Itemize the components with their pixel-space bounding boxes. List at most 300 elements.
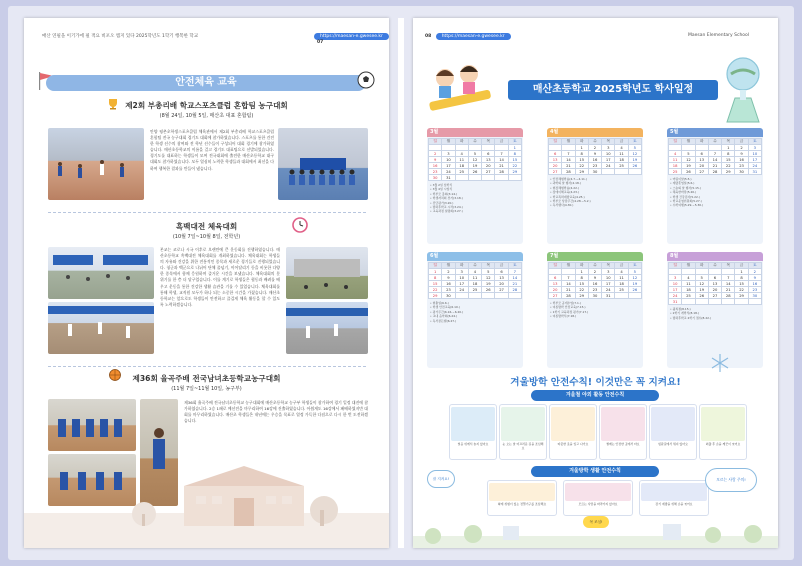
calendar-day: 25 (468, 287, 481, 293)
calendar-day: 17 (442, 163, 455, 169)
calendar-day: 6 (549, 151, 562, 157)
calendar-day: 14 (508, 275, 521, 281)
event-item: • 스승의 날 행사(5.15.) (670, 185, 701, 190)
calendar-day: 6 (495, 269, 508, 275)
calendar-day: 1 (575, 145, 588, 151)
month-calendar-table (428, 138, 522, 181)
calendar-day: 27 (495, 287, 508, 293)
month-calendar-table (668, 262, 762, 305)
calendar-day: 25 (615, 163, 628, 169)
section-2-title: 흑백대전 체육대회 (175, 222, 238, 231)
calendar-day: 1 (429, 269, 442, 275)
calendar-day (628, 169, 641, 175)
event-item: • 독서행사(4.30.) (550, 203, 574, 208)
calendar-day: 31 (748, 169, 761, 175)
calendar-day: 16 (588, 281, 601, 287)
calendar-day: 12 (695, 281, 708, 287)
calendar-day: 17 (602, 281, 615, 287)
month-calendar-table (668, 138, 762, 175)
calendar-day: 20 (482, 163, 495, 169)
weekday-header: 월 (562, 263, 575, 269)
calendar-day (682, 299, 695, 305)
calendar-day: 13 (708, 281, 721, 287)
section-1-text: 안양 평촌초학생스포츠클럽 체육관에서 제2회 부총리배 학교스포츠클럽 혼합팀 전국 농구대회 경기도 대회에 참가하였습니다. 스포츠를 통한 건전한 학생 선수의 참여와 전 학년 선수들이 구성되어 대회 경기에 참가하였습니다. 매산초등학교의 이름을 걸고 경기도 대표팀으로 선발되었습니다. 경기도를 대표하는 학생들이 모여 전국대회에 출전한 매산초등학교 대구 대회도 참가하였습니다. 모두 열심히 노력한 학생들과 대회에서 최선을 다하여 행복한 결과를 만들어 냈습니다. (150, 129, 274, 171)
event-item: • 현장체험학습(4.22.) (550, 185, 579, 190)
left-url[interactable]: https://maesan-e.gwesee.kr (314, 33, 389, 40)
calendar-day: 3 (602, 269, 615, 275)
weekday-header: 토 (628, 139, 641, 145)
calendar-day: 20 (695, 163, 708, 169)
safety-illustration (451, 407, 495, 441)
calendar-day: 7 (722, 275, 735, 281)
calendar-day (722, 299, 735, 305)
weekday-header: 금 (615, 263, 628, 269)
weekday-header: 토 (508, 263, 521, 269)
calendar-day: 9 (735, 151, 748, 157)
outdoor-safety-label: 겨울철 야외 활동 안전수칙 (531, 390, 659, 401)
weekday-header: 화 (695, 139, 708, 145)
basketball-team-photo-1 (48, 399, 136, 451)
weekday-header: 토 (508, 139, 521, 145)
calendar-day: 10 (602, 275, 615, 281)
calendar-day (495, 293, 508, 299)
calendar-day: 22 (429, 287, 442, 293)
calendar-day: 20 (549, 163, 562, 169)
calendar-day: 29 (735, 293, 748, 299)
calendar-day: 14 (562, 157, 575, 163)
calendar-day: 18 (468, 281, 481, 287)
calendar-day: 26 (628, 287, 641, 293)
calendar-day: 23 (735, 163, 748, 169)
schedule-title: 매산초등학교 2025학년도 학사일정 (508, 80, 718, 100)
left-page (24, 18, 389, 548)
calendar-day: 30 (748, 293, 761, 299)
calendar-day: 30 (588, 293, 601, 299)
event-item: • 학교폭력예방교육(4.25.) (550, 194, 585, 199)
calendar-day: 24 (455, 287, 468, 293)
calendar-day: 26 (628, 163, 641, 169)
event-item: • 학교운영위원회(5.27.) (670, 199, 702, 204)
safety-caption: 얼음 위에서 놀지 않아요 (457, 442, 489, 446)
month-name: 4월 (547, 128, 643, 137)
calendar-day: 19 (482, 281, 495, 287)
outdoor-safety-card (649, 404, 697, 460)
month-events (430, 301, 520, 323)
safety-illustration (641, 483, 707, 501)
calendar-day: 24 (602, 287, 615, 293)
calendar-day: 15 (429, 281, 442, 287)
event-item: • 안전체험학습(4.7.~4.11.) (550, 177, 587, 181)
section-2-text: 본교는 코로나 시국 이후로 오랜만에 큰 운동회를 진행하였습니다. 매산초등학교 흑백대전 체육대회를 개최하였습니다. 체육대회는 학생들의 자유와 건강을 위한 전통적인 종목과 새로운 경기들로 진행되었습니다. 청군과 백군으로 나뉘어 단체 줄넘기, 이어달리기 등을 비롯한 다양한 종목에서 함께 응원하며 즐거운 시간을 보냈습니다. 체육대회의 분위기를 한 층 더 달구었습니다. 이를 계기로 학생들은 협동과 배려를 배우고 운동을 통한 건강한 생활 습관을 기를 수 있었습니다. 체육대회를 통해 학생, 교직원 모두가 하나 되는 소중한 시간을 가졌습니다. 매산초등학교는 앞으로도 학생들이 안전하고 즐겁게 체육 활동을 할 수 있도록 노력하겠습니다. (160, 247, 280, 307)
weekday-header: 목 (482, 139, 495, 145)
weekday-header: 화 (455, 139, 468, 145)
life-safety-card (487, 480, 557, 516)
calendar-day: 15 (722, 157, 735, 163)
event-item: • 3월 4일 시업식 (430, 187, 453, 192)
calendar-day: 25 (682, 293, 695, 299)
calendar-day: 13 (495, 275, 508, 281)
event-item: • 방과후학교 시작(3.24.) (430, 205, 463, 210)
speech-bubble-left: 잘 지켜요! (427, 470, 455, 488)
calendar-day: 20 (708, 287, 721, 293)
event-item: • 여름방학식(7.18.) (550, 314, 577, 319)
event-item: • 학생자치회 선거(3.18.) (430, 196, 463, 201)
snowflake-icon (703, 352, 737, 374)
calendar-day: 10 (602, 151, 615, 157)
calendar-day: 2 (748, 269, 761, 275)
calendar-day (482, 293, 495, 299)
calendar-day: 18 (682, 287, 695, 293)
weekday-header: 수 (588, 139, 601, 145)
safety-caption: 눈 오는 날 미끄러운 길을 조심해요 (502, 442, 544, 450)
calendar-day: 14 (722, 281, 735, 287)
calendar-day: 2 (429, 151, 442, 157)
calendar-day (508, 293, 521, 299)
weekday-header: 일 (549, 263, 562, 269)
calendar-day (468, 175, 481, 181)
calendar-day: 9 (588, 275, 601, 281)
right-page (413, 18, 778, 548)
weekday-header: 토 (628, 263, 641, 269)
calendar-day (628, 293, 641, 299)
sports-day-photo-3 (286, 247, 368, 299)
calendar-day: 25 (615, 287, 628, 293)
calendar-day: 5 (482, 269, 495, 275)
calendar-day: 10 (748, 151, 761, 157)
month-events (430, 183, 520, 214)
school-illustration (24, 458, 389, 548)
event-item: • 평가주간(6.16.~6.20.) (430, 309, 464, 314)
calendar-day: 13 (695, 157, 708, 163)
life-safety-card (639, 480, 709, 516)
section-3-text: 제36회 율곡주배 전국남녀초등학교 농구대회에 매산초등학교 농구부 학생들이 참가하여 경기 일정 대진에 참가하였습니다. 2승 1패로 예선전을 마무리하여 16강에 진출하였습니다. 아쉽게도 16강에서 패배하였지만 대회를 마무리하였습니다. 매산초 학생들은 내년에는 우승을 목표로 열정 가득한 다짐으로 다시 한 번 도전하겠습니다. (184, 400, 368, 424)
section-3-subtitle: (11월 7일~11월 10일, 농구부) (171, 386, 242, 392)
calendar-day: 28 (562, 169, 575, 175)
sports-day-photo-1 (48, 247, 154, 299)
safety-caption: 따뜻한 옷을 입고 나가요 (557, 442, 589, 446)
calendar-day (455, 175, 468, 181)
calendar-day: 13 (549, 157, 562, 163)
calendar-day: 21 (495, 163, 508, 169)
outdoor-safety-card (499, 404, 547, 460)
town-illustration (413, 518, 778, 548)
month-block (667, 128, 763, 244)
month-events (670, 177, 760, 208)
left-header-right (314, 33, 389, 45)
weekday-header: 일 (429, 263, 442, 269)
calendar-day: 24 (442, 169, 455, 175)
calendar-day: 5 (468, 151, 481, 157)
section-1-subtitle: (8월 24일, 10월 5일, 매산초 대표 혼합팀) (159, 113, 254, 119)
safety-illustration (565, 483, 631, 501)
calendar-day: 15 (575, 281, 588, 287)
calendar-day (602, 169, 615, 175)
calendar-day: 29 (722, 169, 735, 175)
book-spine (398, 18, 404, 548)
calendar-day: 31 (602, 293, 615, 299)
month-block (427, 128, 523, 244)
calendar-day: 6 (695, 151, 708, 157)
weekday-header: 화 (575, 263, 588, 269)
calendar-day: 12 (482, 275, 495, 281)
event-item: • 장애이해교육(4.23.) (550, 190, 579, 195)
speech-bubble-right: 모르는 사람 주의! (705, 468, 757, 492)
calendar-day: 6 (482, 151, 495, 157)
event-item: • 수학여행(5.29.~5.30.) (670, 203, 704, 208)
basketball-game-photo (48, 128, 144, 200)
weekday-header: 금 (735, 139, 748, 145)
calendar-day (495, 175, 508, 181)
event-item: • 학부모 상담주간(4.28.~5.2.) (550, 199, 591, 204)
calendar-day: 12 (628, 151, 641, 157)
calendar-day: 26 (682, 169, 695, 175)
calendar-day (468, 293, 481, 299)
page-banner: 안전체육 교육 (46, 75, 366, 91)
event-item: • 2학기 개학식(8.18.) (670, 311, 699, 316)
calendar-day: 7 (708, 151, 721, 157)
weekday-header: 월 (562, 139, 575, 145)
event-item: • 학부모 공개수업(7.1.) (550, 301, 581, 305)
section-3-title: 제36회 율곡주배 전국남녀초등학교농구대회 (132, 374, 281, 383)
calendar-day: 7 (495, 151, 508, 157)
right-url[interactable]: https://maesan-e.gwesee.kr (436, 33, 511, 40)
calendar-day: 12 (468, 157, 481, 163)
weekday-header: 수 (468, 263, 481, 269)
calendar-day: 6 (549, 275, 562, 281)
month-name: 7월 (547, 252, 643, 261)
calendar-day: 1 (508, 145, 521, 151)
calendar-day: 20 (495, 281, 508, 287)
section-divider (48, 212, 366, 213)
calendar-day: 17 (669, 287, 682, 293)
weekday-header: 월 (682, 263, 695, 269)
month-calendar-table (548, 262, 642, 299)
calendar-day: 4 (669, 151, 682, 157)
kids-pencil-illustration (419, 48, 499, 118)
weekday-header: 화 (695, 263, 708, 269)
calendar-day: 23 (442, 287, 455, 293)
calendar-day (615, 169, 628, 175)
calendar-day: 8 (429, 275, 442, 281)
calendar-day: 23 (748, 287, 761, 293)
month-name: 8월 (667, 252, 763, 261)
calendar-day: 26 (468, 169, 481, 175)
weekday-header: 목 (482, 263, 495, 269)
calendar-day: 28 (708, 169, 721, 175)
calendar-day: 8 (735, 275, 748, 281)
calendar-day (455, 293, 468, 299)
outdoor-safety-card (449, 404, 497, 460)
calendar-day: 19 (695, 287, 708, 293)
calendar-day (508, 175, 521, 181)
weekday-header: 일 (429, 139, 442, 145)
calendar-day: 16 (735, 157, 748, 163)
calendar-day: 30 (429, 175, 442, 181)
safety-illustration (601, 407, 645, 441)
calendar-day: 4 (615, 145, 628, 151)
month-name: 3월 (427, 128, 523, 137)
safety-illustration (501, 407, 545, 441)
calendar-day: 19 (682, 163, 695, 169)
calendar-day: 23 (588, 287, 601, 293)
safety-caption: 감기 예방을 위해 손을 씻어요 (655, 502, 693, 506)
calendar-day: 4 (455, 151, 468, 157)
left-header-text: 매산 연필을 이기가에 필 적요 비포오 엠지 있다 2025학년도 1학기 행복한 학교 (42, 34, 199, 39)
calendar-day: 11 (455, 157, 468, 163)
right-page-number: 08 (425, 34, 432, 39)
calendar-day (615, 293, 628, 299)
weekday-header: 금 (495, 263, 508, 269)
calendar-day: 10 (455, 275, 468, 281)
calendar-day: 4 (468, 269, 481, 275)
calendar-day: 6 (708, 275, 721, 281)
calendar-day: 8 (575, 151, 588, 157)
section-1-title: 제2회 부총리배 학교스포츠클럽 혼합팀 농구대회 (125, 101, 288, 110)
calendar-day (708, 299, 721, 305)
speech-bubble-bottom: 꼭 조심! (583, 516, 609, 528)
event-item: • 학부모 총회(3.14.) (430, 191, 458, 196)
calendar-day: 28 (495, 169, 508, 175)
calendar-day: 23 (588, 163, 601, 169)
calendar-day: 24 (602, 163, 615, 169)
calendar-day: 23 (429, 169, 442, 175)
calendar-day: 12 (682, 157, 695, 163)
safety-caption: 빙판길에서 뛰지 않아요 (658, 442, 688, 446)
calendar-day: 31 (442, 175, 455, 181)
calendar-day: 11 (468, 275, 481, 281)
calendar-day: 16 (748, 281, 761, 287)
flask-globe-illustration (713, 48, 775, 128)
calendar-day: 29 (429, 293, 442, 299)
calendar-day: 14 (562, 281, 575, 287)
weekday-header: 수 (588, 263, 601, 269)
calendar-day: 22 (722, 163, 735, 169)
weekday-header: 목 (722, 263, 735, 269)
right-header-left (425, 33, 511, 45)
event-item: • 교내 음악회(6.24.) (430, 314, 458, 319)
event-item: • 체육한마당(5.20.) (670, 190, 697, 195)
calendar-day: 8 (575, 275, 588, 281)
calendar-day: 22 (575, 163, 588, 169)
calendar-day: 13 (549, 281, 562, 287)
calendar-day: 25 (455, 169, 468, 175)
calendar-day: 22 (575, 287, 588, 293)
safety-caption: 썰매는 안전한 곳에서 타요 (606, 442, 640, 446)
calendar-day: 21 (722, 287, 735, 293)
calendar-day: 27 (695, 169, 708, 175)
calendar-day: 3 (669, 275, 682, 281)
calendar-day: 31 (669, 299, 682, 305)
calendar-day: 17 (748, 157, 761, 163)
calendar-day: 24 (748, 163, 761, 169)
calendar-day: 19 (628, 157, 641, 163)
calendar-day: 3 (442, 151, 455, 157)
calendar-day: 21 (708, 163, 721, 169)
team-photo (278, 128, 368, 200)
calendar-day: 24 (669, 293, 682, 299)
calendar-day: 16 (442, 281, 455, 287)
calendar-day (482, 175, 495, 181)
calendar-day: 30 (735, 169, 748, 175)
calendar-day: 9 (429, 157, 442, 163)
event-item: • 3월 2일 입학식 (430, 183, 453, 187)
month-name: 5월 (667, 128, 763, 137)
event-item: • 재량휴업일(5.6.) (670, 181, 695, 186)
calendar-day: 19 (468, 163, 481, 169)
calendar-day: 27 (549, 293, 562, 299)
calendar-day: 21 (562, 287, 575, 293)
section-divider (48, 366, 366, 367)
calendar-day: 12 (628, 275, 641, 281)
weekday-header: 목 (602, 139, 615, 145)
calendar-day: 4 (615, 269, 628, 275)
month-block (667, 252, 763, 368)
calendar-day: 18 (615, 281, 628, 287)
event-item: • 독서골든벨(6.27.) (430, 318, 457, 323)
safety-illustration (551, 407, 595, 441)
calendar-day: 22 (735, 287, 748, 293)
calendar-day: 17 (455, 281, 468, 287)
calendar-day: 2 (735, 145, 748, 151)
calendar-day: 28 (722, 293, 735, 299)
weekday-header: 토 (748, 263, 761, 269)
safety-caption: 화재 위험이 있는 전열기구를 조심해요 (497, 502, 547, 506)
calendar-day: 29 (575, 293, 588, 299)
calendar-day: 30 (442, 293, 455, 299)
calendar-day: 27 (482, 169, 495, 175)
month-events (550, 177, 640, 208)
calendar-day: 4 (682, 275, 695, 281)
calendar-day: 26 (482, 287, 495, 293)
calendar-day: 20 (549, 287, 562, 293)
calendar-day: 16 (588, 157, 601, 163)
weekday-header: 금 (735, 263, 748, 269)
safety-illustration (701, 407, 745, 441)
month-block (427, 252, 523, 368)
safety-title: 겨울방학 안전수칙! 이것만은 꼭 지켜요! (510, 377, 681, 388)
life-safety-card (563, 480, 633, 516)
calendar-day: 15 (508, 157, 521, 163)
calendar-day: 26 (695, 293, 708, 299)
calendar-day: 9 (442, 275, 455, 281)
calendar-day: 8 (722, 151, 735, 157)
calendar-day: 25 (669, 169, 682, 175)
event-item: • 여름방학 안전교육(7.15.) (550, 305, 586, 310)
weekday-header: 토 (748, 139, 761, 145)
safety-illustration (651, 407, 695, 441)
outdoor-safety-card (549, 404, 597, 460)
calendar-day: 5 (628, 269, 641, 275)
event-item: • 과학의 날 행사(4.18.) (550, 181, 581, 186)
calendar-day: 18 (669, 163, 682, 169)
weekday-header: 월 (442, 263, 455, 269)
calendar-day: 11 (615, 275, 628, 281)
weekday-header: 수 (468, 139, 481, 145)
calendar-day: 18 (615, 157, 628, 163)
calendar-day: 1 (735, 269, 748, 275)
calendar-day (735, 299, 748, 305)
month-events (550, 301, 640, 319)
calendar-day: 16 (429, 163, 442, 169)
calendar-day: 28 (562, 293, 575, 299)
calendar-day: 29 (508, 169, 521, 175)
weekday-header: 월 (682, 139, 695, 145)
calendar-day: 5 (628, 145, 641, 151)
calendar-day (748, 299, 761, 305)
sports-day-photo-2 (48, 302, 154, 354)
calendar-day: 9 (748, 275, 761, 281)
calendar-day: 1 (722, 145, 735, 151)
